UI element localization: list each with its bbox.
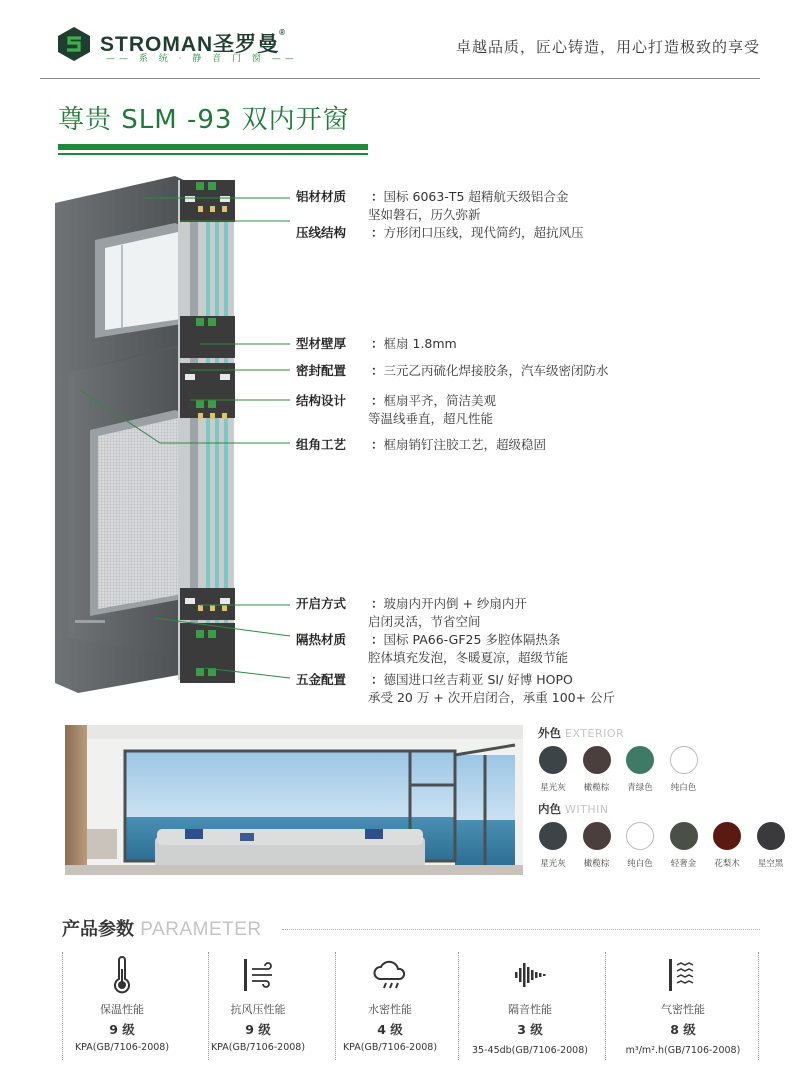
interior-swatch-label: 轻奢金 bbox=[670, 859, 697, 869]
exterior-swatch-4 bbox=[670, 746, 698, 774]
interior-swatch-label: 纯白色 bbox=[627, 859, 653, 869]
spec-aluminum-material: 铝材材质 ：国标 6063-T5 超精航天级铝合金 坚如磐石，历久弥新 bbox=[296, 189, 569, 222]
interior-swatch-label: 橄榄棕 bbox=[583, 859, 610, 869]
exterior-swatch-3 bbox=[626, 746, 654, 774]
parameter-water-tightness: 水密性能 4 级 KPA(GB/7106-2008) bbox=[320, 955, 460, 1038]
interior-swatch-2 bbox=[583, 822, 611, 850]
exterior-color-heading: 外色 EXTERIOR bbox=[538, 726, 625, 740]
exterior-swatch-1 bbox=[539, 746, 567, 774]
brand-tagline: —— 系 统 · 静 音 门 窗 —— bbox=[106, 54, 298, 64]
interior-swatch-label: 花梨木 bbox=[714, 859, 740, 869]
spec-corner-process: 组角工艺 ：框扇销钉注胶工艺，超级稳固 bbox=[296, 437, 547, 452]
brand-name: STROMAN圣罗曼® bbox=[100, 28, 287, 56]
spec-bead-structure: 压线结构 ：方形闭口压线，现代简约，超抗风压 bbox=[296, 225, 584, 240]
parameter-sound-insulation: 隔音性能 3 级 35-45db(GB/7106-2008) bbox=[460, 955, 600, 1038]
sound-wave-icon bbox=[510, 955, 550, 995]
exterior-swatch-2 bbox=[583, 746, 611, 774]
parameter-divider bbox=[605, 952, 606, 1060]
parameter-insulation: 保温性能 9 级 KPA(GB/7106-2008) bbox=[52, 955, 192, 1038]
interior-swatch-1 bbox=[539, 822, 567, 850]
title-underline-thin bbox=[58, 153, 368, 155]
header-divider bbox=[40, 78, 760, 79]
spec-sealing: 密封配置 ：三元乙丙硫化焊接胶条，汽车级密闭防水 bbox=[296, 363, 609, 378]
interior-swatch-4 bbox=[670, 822, 698, 850]
exterior-swatch-label: 星光灰 bbox=[540, 783, 566, 793]
wind-pressure-icon bbox=[238, 955, 278, 995]
interior-swatch-5 bbox=[713, 822, 741, 850]
spec-wall-thickness: 型材壁厚 ：框扇 1.8mm bbox=[296, 336, 457, 351]
spec-opening-mode: 开启方式 ：玻扇内开内倒 + 纱扇内开 启闭灵活，节省空间 bbox=[296, 596, 527, 629]
thermometer-icon bbox=[102, 955, 142, 995]
window-profile-illustration bbox=[50, 168, 300, 698]
interior-swatch-label: 星光灰 bbox=[540, 859, 566, 869]
interior-swatch-3 bbox=[626, 822, 654, 850]
parameter-heading: 产品参数 PARAMETER bbox=[62, 919, 262, 940]
spec-thermal-break: 隔热材质 ：国标 PA66-GF25 多腔体隔热条 腔体填充发泡，冬暖夏凉，超级节能 bbox=[296, 632, 569, 665]
parameter-wind-pressure: 抗风压性能 9 级 KPA(GB/7106-2008) bbox=[188, 955, 328, 1038]
interior-color-heading: 内色 WITHIN bbox=[538, 802, 609, 816]
living-room-photo bbox=[65, 725, 523, 875]
brand-slogan: 卓越品质，匠心铸造，用心打造极致的享受 bbox=[455, 38, 760, 56]
exterior-swatch-label: 青绿色 bbox=[627, 783, 653, 793]
spec-structural-design: 结构设计 ：框扇平齐，简洁美观 等温线垂直，超凡性能 bbox=[296, 393, 497, 426]
interior-swatch-label: 星空黑 bbox=[757, 859, 784, 869]
stroman-logo-icon bbox=[56, 26, 92, 62]
title-underline bbox=[58, 144, 368, 150]
parameter-air-tightness: 气密性能 8 级 m³/m².h(GB/7106-2008) bbox=[613, 955, 753, 1038]
spec-hardware: 五金配置 ：德国进口丝吉莉亚 SI/ 好博 HOPO 承受 20 万 + 次开启闭合，承重 100+ 公斤 bbox=[296, 672, 616, 705]
parameter-divider bbox=[758, 952, 759, 1060]
exterior-swatch-label: 橄榄棕 bbox=[583, 783, 610, 793]
airtight-icon bbox=[663, 955, 703, 995]
interior-swatch-6 bbox=[757, 822, 785, 850]
rain-cloud-icon bbox=[370, 955, 410, 995]
parameter-heading-rule bbox=[282, 929, 760, 930]
page-header bbox=[0, 0, 800, 80]
product-title: 尊贵 SLM -93 双内开窗 bbox=[58, 105, 350, 135]
exterior-swatch-label: 纯白色 bbox=[670, 783, 697, 793]
